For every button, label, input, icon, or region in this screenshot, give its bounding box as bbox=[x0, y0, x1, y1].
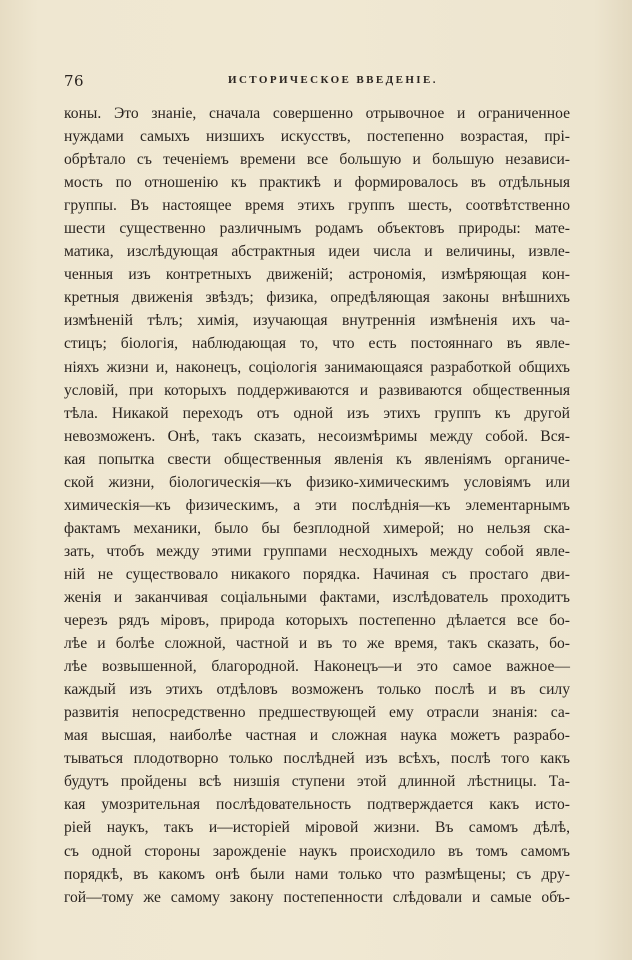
text-line: кая попытка свести общественныя явленія къ явленіямъ органиче- bbox=[64, 450, 570, 468]
text-line: условій, при которыхъ поддерживаются и развиваются общественныя bbox=[64, 381, 570, 399]
page-number: 76 bbox=[64, 72, 85, 90]
text-line: матика, изслѣдующая абстрактныя идеи числа и величины, извле- bbox=[64, 243, 570, 261]
text-line: порядкѣ, въ какомъ онѣ были нами только что размѣщены; съ дру- bbox=[64, 865, 570, 883]
text-line: черезъ рядъ міровъ, природа которыхъ постепенно дѣлается все бо- bbox=[64, 612, 570, 630]
text-line: мая высшая, наиболѣе частная и сложная наука можетъ разрабо- bbox=[64, 727, 570, 745]
text-line: тываться плодотворно только послѣдней изъ всѣхъ, послѣ того какъ bbox=[64, 750, 570, 768]
text-line: мость по отношенію къ практикѣ и формировалось въ отдѣльныя bbox=[64, 174, 570, 192]
running-head: ИСТОРИЧЕСКОЕ ВВЕДЕНІЕ. bbox=[228, 74, 438, 86]
text-line: женія и заканчивая соціальными фактами, изслѣдователь проходитъ bbox=[64, 588, 570, 606]
text-line: ріей наукъ, такъ и—исторіей міровой жизни. Въ самомъ дѣлѣ, bbox=[64, 819, 570, 837]
text-line: химическія—къ физическимъ, а эти послѣднія—къ элементарнымъ bbox=[64, 496, 570, 514]
text-line: нуждами самыхъ низшихъ искусствъ, постепенно возрастая, прі- bbox=[64, 128, 570, 146]
text-line: будутъ пройдены всѣ низшія ступени этой длинной лѣстницы. Та- bbox=[64, 773, 570, 791]
text-line: ченныя изъ контретныхъ движеній; астрономія, измѣряющая кон- bbox=[64, 266, 570, 284]
text-line: группы. Въ настоящее время этихъ группъ шесть, соотвѣтственно bbox=[64, 197, 570, 215]
text-line: шести существенно различнымъ родамъ объектовъ природы: мате- bbox=[64, 220, 570, 238]
text-line: фактамъ механики, было бы безплодной химерой; но нельзя ска- bbox=[64, 519, 570, 537]
text-line: невозможенъ. Онѣ, такъ сказать, несоизмѣримы между собой. Вся- bbox=[64, 427, 570, 445]
text-line: кая умозрительная послѣдовательность подтверждается какъ исто- bbox=[64, 796, 570, 814]
text-line: гой—тому же самому закону постепенности слѣдовали и самые объ- bbox=[64, 888, 570, 906]
text-line: тѣла. Никакой переходъ отъ одной изъ этихъ группъ къ другой bbox=[64, 404, 570, 422]
text-line: каждый изъ этихъ отдѣловъ возможенъ только послѣ и въ силу bbox=[64, 681, 570, 699]
text-line: ніяхъ жизни и, наконецъ, соціологія занимающаяся разработкой общихъ bbox=[64, 358, 570, 376]
text-line: обрѣтало съ теченіемъ времени все большую и большую независи- bbox=[64, 151, 570, 169]
text-line: ской жизни, біологическія—къ физико-химическимъ условіямъ или bbox=[64, 473, 570, 491]
text-line: зать, чтобъ между этими группами несходныхъ между собой явле- bbox=[64, 542, 570, 560]
text-line: лѣе и болѣе сложной, частной и въ то же время, такъ сказать, бо- bbox=[64, 635, 570, 653]
text-line: ній не существовало никакого порядка. Начиная съ простаго дви- bbox=[64, 565, 570, 583]
text-line: лѣе возвышенной, благородной. Наконецъ—и это самое важное— bbox=[64, 658, 570, 676]
text-line: съ одной стороны зарожденіе наукъ происходило въ томъ самомъ bbox=[64, 842, 570, 860]
text-line: измѣненій тѣлъ; химія, изучающая внутреннія измѣненія ихъ ча- bbox=[64, 312, 570, 330]
text-line: развитія непосредственно предшествующей ему отрасли знанія: са- bbox=[64, 704, 570, 722]
text-line: кретныя движенія звѣздъ; физика, опредѣляющая законы внѣшнихъ bbox=[64, 289, 570, 307]
text-line: стицъ; біологія, наблюдающая то, что есть постояннаго въ явле- bbox=[64, 335, 570, 353]
text-line: коны. Это знаніе, сначала совершенно отрывочное и ограниченное bbox=[64, 105, 570, 122]
body-text bbox=[64, 102, 570, 909]
